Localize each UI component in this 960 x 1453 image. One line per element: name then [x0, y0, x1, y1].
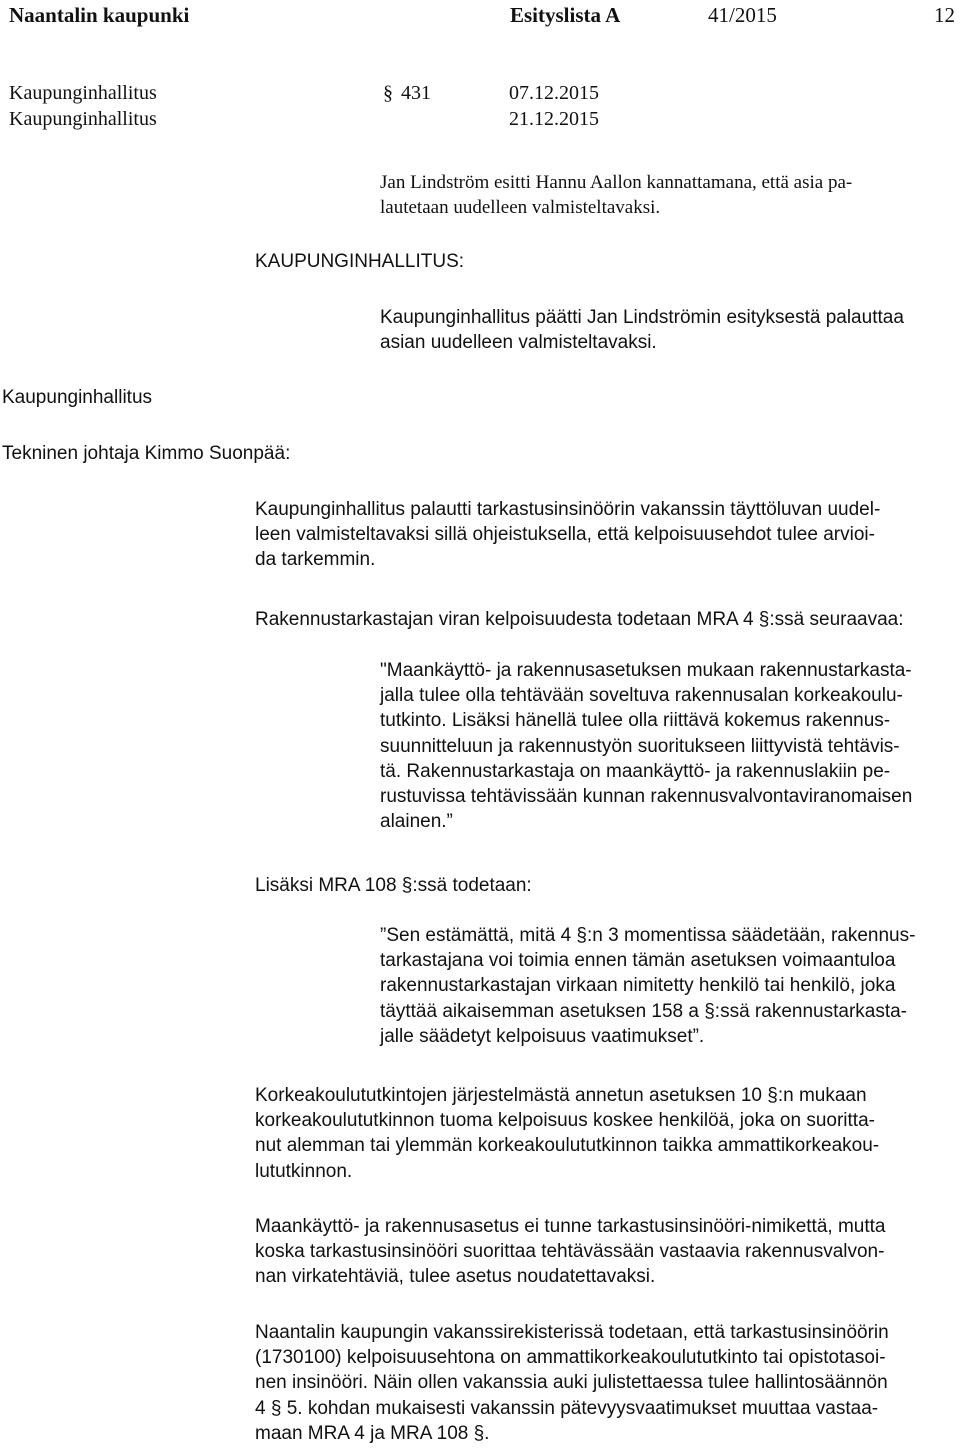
presenter-label: Tekninen johtaja Kimmo Suonpää:	[2, 443, 291, 464]
municipality-name: Naantalin kaupunki	[9, 3, 190, 27]
section-number: 431	[401, 82, 431, 104]
paragraph-2: Rakennustarkastajan viran kelpoisuudesta todetaan MRA 4 §:ssä seuraavaa:	[255, 609, 904, 630]
paragraph-3: Lisäksi MRA 108 §:ssä todetaan:	[255, 875, 532, 896]
agenda-number: 41/2015	[708, 3, 777, 27]
meeting-date: 21.12.2015	[509, 108, 599, 130]
meeting-date: 07.12.2015	[509, 82, 599, 104]
council-label: KAUPUNGINHALLITUS:	[255, 251, 465, 272]
side-body-label: Kaupunginhallitus	[2, 387, 153, 408]
section-symbol: §	[383, 82, 393, 104]
paragraph-6: Naantalin kaupungin vakanssirekisterissä todetaan, että tarkastusinsinöörin (1730100) kelpoisuusehtona on ammattikorkeakoulututkinto tai opistotasoi- nen insinööri. Näin ollen vakanssia auki julistettaessa tulee hallintosäännön 4 § 5. kohdan mukaisesti vakanssin pätevyysvaatimukset muuttaa vastaa- maan MRA 4 ja MRA 108 §.	[255, 1322, 889, 1444]
agenda-list: Esityslista A	[510, 3, 621, 27]
paragraph-5: Maankäyttö- ja rakennusasetus ei tunne tarkastusinsinööri-nimikettä, mutta koska tarkastusinsinööri suorittaa tehtävässään vastaavia rakennusvalvon- nan virkatehtäviä, tulee asetus noudatettavaksi.	[255, 1216, 886, 1288]
quote-2: ”Sen estämättä, mitä 4 §:n 3 momentissa säädetään, rakennus- tarkastajana voi toimia ennen tämän asetuksen voimaantuloa rakennustarkastajan virkaan nimitetty henkilö tai henkilö, joka täyttää aikaisemman asetuksen 158 a §:ssä rakennustarkasta- jalle säädetyt kelpoisuus vaatimukset”.	[380, 925, 916, 1047]
quote-1: "Maankäyttö- ja rakennusasetuksen mukaan rakennustarkasta- jalla tulee olla tehtävään soveltuva rakennusalan korkeakoulu- tutkinto. Lisäksi hänellä tulee olla riittävä kokemus rakennus- suunnitteluun ja rakennustyön suoritukseen liittyvistä tehtävis- tä. Rakennustarkastaja on maankäyttö- ja rakennuslakiin pe- rustuvissa tehtävissään kunnan rakennusvalvontaviranomaisen alainen.”	[380, 660, 913, 833]
paragraph-4: Korkeakoulututkintojen järjestelmästä annetun asetuksen 10 §:n mukaan korkeakoulututkinnon tuoma kelpoisuus koskee henkilöä, joka on suoritta- nut alemman tai ylemmän korkeakoulututkinnon taikka ammattikorkeakou- lututkinnon.	[255, 1085, 880, 1182]
decision-text: Kaupunginhallitus päätti Jan Lindströmin esityksestä palauttaa asian uudelleen valmisteltavaksi.	[380, 307, 904, 354]
paragraph-1: Kaupunginhallitus palautti tarkastusinsinöörin vakanssin täyttöluvan uudel- leen valmisteltavaksi sillä ohjeistuksella, että kelpoisuusehdot tulee arvioi- da tarkemmin.	[255, 499, 881, 571]
proposal-text: Jan Lindström esitti Hannu Aallon kannattamana, että asia pa- lautetaan uudelleen valmisteltavaksi.	[380, 172, 853, 219]
meeting-body: Kaupunginhallitus	[9, 108, 157, 130]
meeting-body: Kaupunginhallitus	[9, 82, 157, 104]
page-number: 12	[934, 3, 955, 27]
